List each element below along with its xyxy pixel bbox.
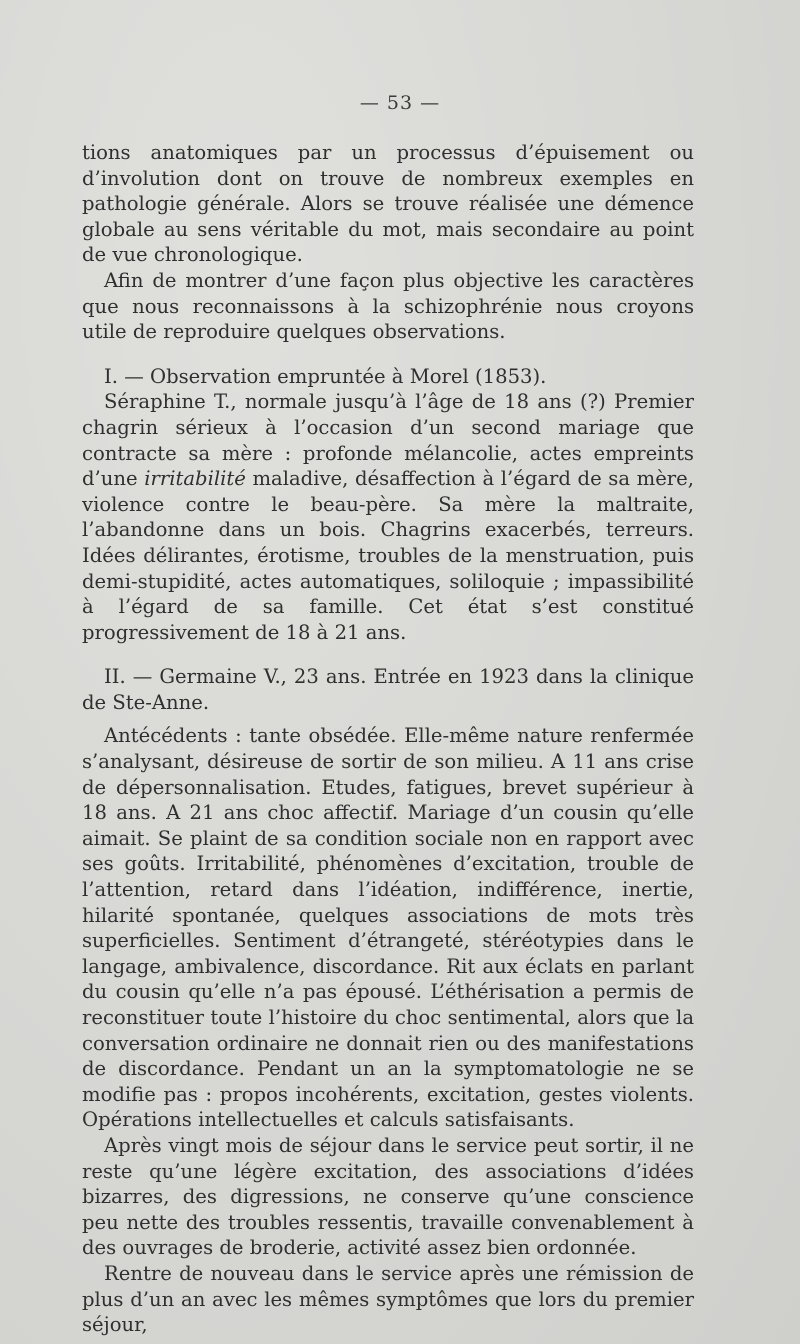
- section-gap-small: [82, 715, 694, 723]
- observation-1-text-part1: Séraphine T., normale jusqu’à l’âge de 18 ans (?) Premier chagrin sérieux à l’occasion d’un second mariage que contracte sa mère : profonde mélancolie, actes empreints d’une: [82, 390, 694, 491]
- section-gap: [82, 645, 694, 664]
- page-number: — 53 —: [359, 92, 441, 114]
- observation-2-title: II. — Germaine V., 23 ans. Entrée en 1923 dans la clinique de Ste-Anne.: [82, 665, 694, 714]
- observation-2-relapse: Rentre de nouveau dans le service après une rémission de plus d’un an avec les mêmes symptômes que lors du premier séjour,: [82, 1261, 694, 1337]
- section-gap: [82, 345, 694, 364]
- observation-1-text-part2: maladive, désaffection à l’égard de sa mère, violence contre le beau-père. Sa mère la maltraite, l’abandonne dans un bois. Chagrins exacerbés, terreurs. Idées délirantes, érotisme, troubles de la menstruation, puis demi-stupidité, actes automatiques, soliloquie ; impassibilité à l’égard de sa famille. Cet état s’est constitué progressivement de 18 à 21 ans.: [82, 467, 694, 644]
- paragraph-continuation: tions anatomiques par un processus d’épuisement ou d’involution dont on trouve de nombreux exemples en pathologie générale. Alors se trouve réalisée une démence globale au sens véritable du mot, mais secondaire au point de vue chronologique.: [82, 141, 694, 267]
- body-text: [82, 140, 694, 1338]
- observation-1-title: I. — Observation empruntée à Morel (1853).: [104, 364, 547, 388]
- paragraph-intro-observations: Afin de montrer d’une façon plus objective les caractères que nous reconnaissons à la schizophrénie nous croyons utile de reproduire quelques observations.: [82, 268, 694, 344]
- observation-2-antecedents: Antécédents : tante obsédée. Elle-même nature renfermée s’analysant, désireuse de sortir de son milieu. A 11 ans crise de dépersonnalisation. Etudes, fatigues, brevet supérieur à 18 ans. A 21 ans choc affectif. Mariage d’un cousin qu’elle aimait. Se plaint de sa condition sociale non en rapport avec ses goûts. Irritabilité, phénomènes d’excitation, trouble de l’attention, retard dans l’idéation, indifférence, inertie, hilarité spontanée, quelques associations de mots très superficielles. Sentiment d’étrangeté, stéréotypies dans le langage, ambivalence, discordance. Rit aux éclats en parlant du cousin qu’elle n’a pas épousé. L’éthérisation a permis de reconstituer toute l’histoire du choc sentimental, alors que la conversation ordinaire ne donnait rien ou des manifestations de discordance. Pendant un an la symptomatologie ne se modifie pas : propos incohérents, excitation, gestes violents. Opérations intellectuelles et calculs satisfaisants.: [82, 724, 694, 1132]
- observation-1-text: [82, 389, 694, 645]
- observation-2-evolution: Après vingt mois de séjour dans le service peut sortir, il ne reste qu’une légère excitation, des associations d’idées bizarres, des digressions, ne conserve qu’une conscience peu nette des troubles ressentis, travaille convenablement à des ouvrages de broderie, activité assez bien ordonnée.: [82, 1133, 694, 1260]
- observation-1-italic-word: irritabilité: [144, 467, 246, 491]
